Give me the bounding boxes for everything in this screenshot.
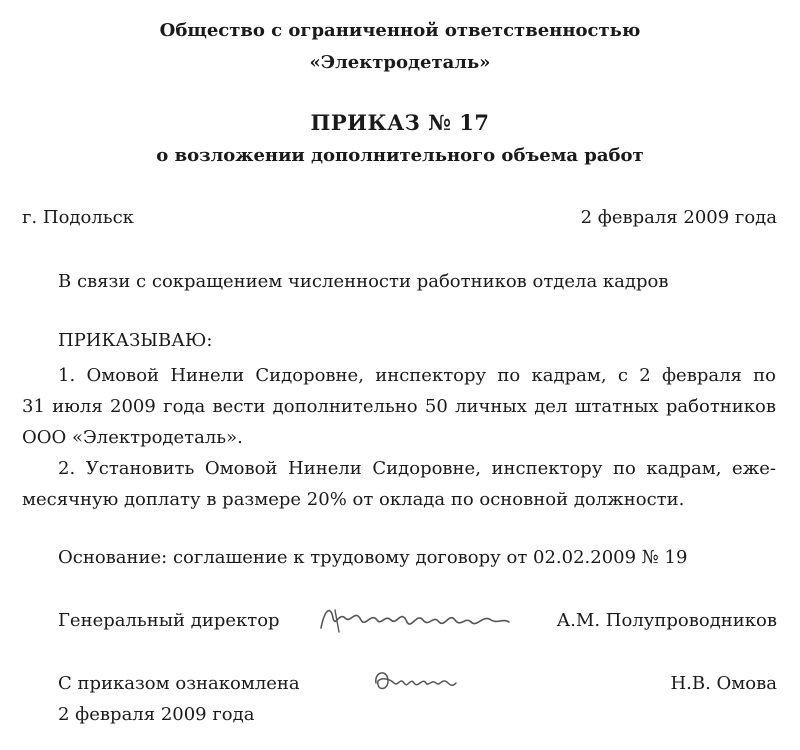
preamble: В связи с сокращением численности работников отдела кадров: [58, 271, 669, 292]
ack-label: С приказом ознакомлена: [58, 673, 300, 694]
order-date: 2 февраля 2009 года: [580, 207, 777, 228]
ack-signature: [370, 663, 460, 697]
order-subtitle: о возложении дополнительного объема работ: [156, 145, 644, 166]
org-name-line1: Общество с ограниченной ответственностью: [159, 20, 641, 41]
item1-line3: ООО «Электродеталь».: [22, 427, 243, 448]
director-signature: [315, 598, 515, 638]
item2-line1: 2. Установить Омовой Нинели Сидоровне, инспектору по кадрам, еже-: [58, 458, 776, 479]
item1-line2: 31 июля 2009 года вести дополнительно 50 личных дел штатных работников: [22, 396, 776, 417]
basis: Основание: соглашение к трудовому договору от 02.02.2009 № 19: [58, 547, 688, 568]
org-name-line2: «Электродеталь»: [309, 52, 491, 73]
order-word: ПРИКАЗЫВАЮ:: [58, 330, 213, 351]
director-name: А.М. Полупроводников: [556, 610, 777, 631]
city: г. Подольск: [22, 207, 134, 228]
ack-date: 2 февраля 2009 года: [58, 704, 255, 725]
order-title: ПРИКАЗ № 17: [310, 110, 490, 135]
item1-line1: 1. Омовой Нинели Сидоровне, инспектору по кадрам, с 2 февраля по: [58, 365, 776, 386]
director-title: Генеральный директор: [58, 610, 280, 631]
item2-line2: месячную доплату в размере 20% от оклада по основной должности.: [22, 489, 685, 510]
ack-name: Н.В. Омова: [670, 673, 777, 694]
